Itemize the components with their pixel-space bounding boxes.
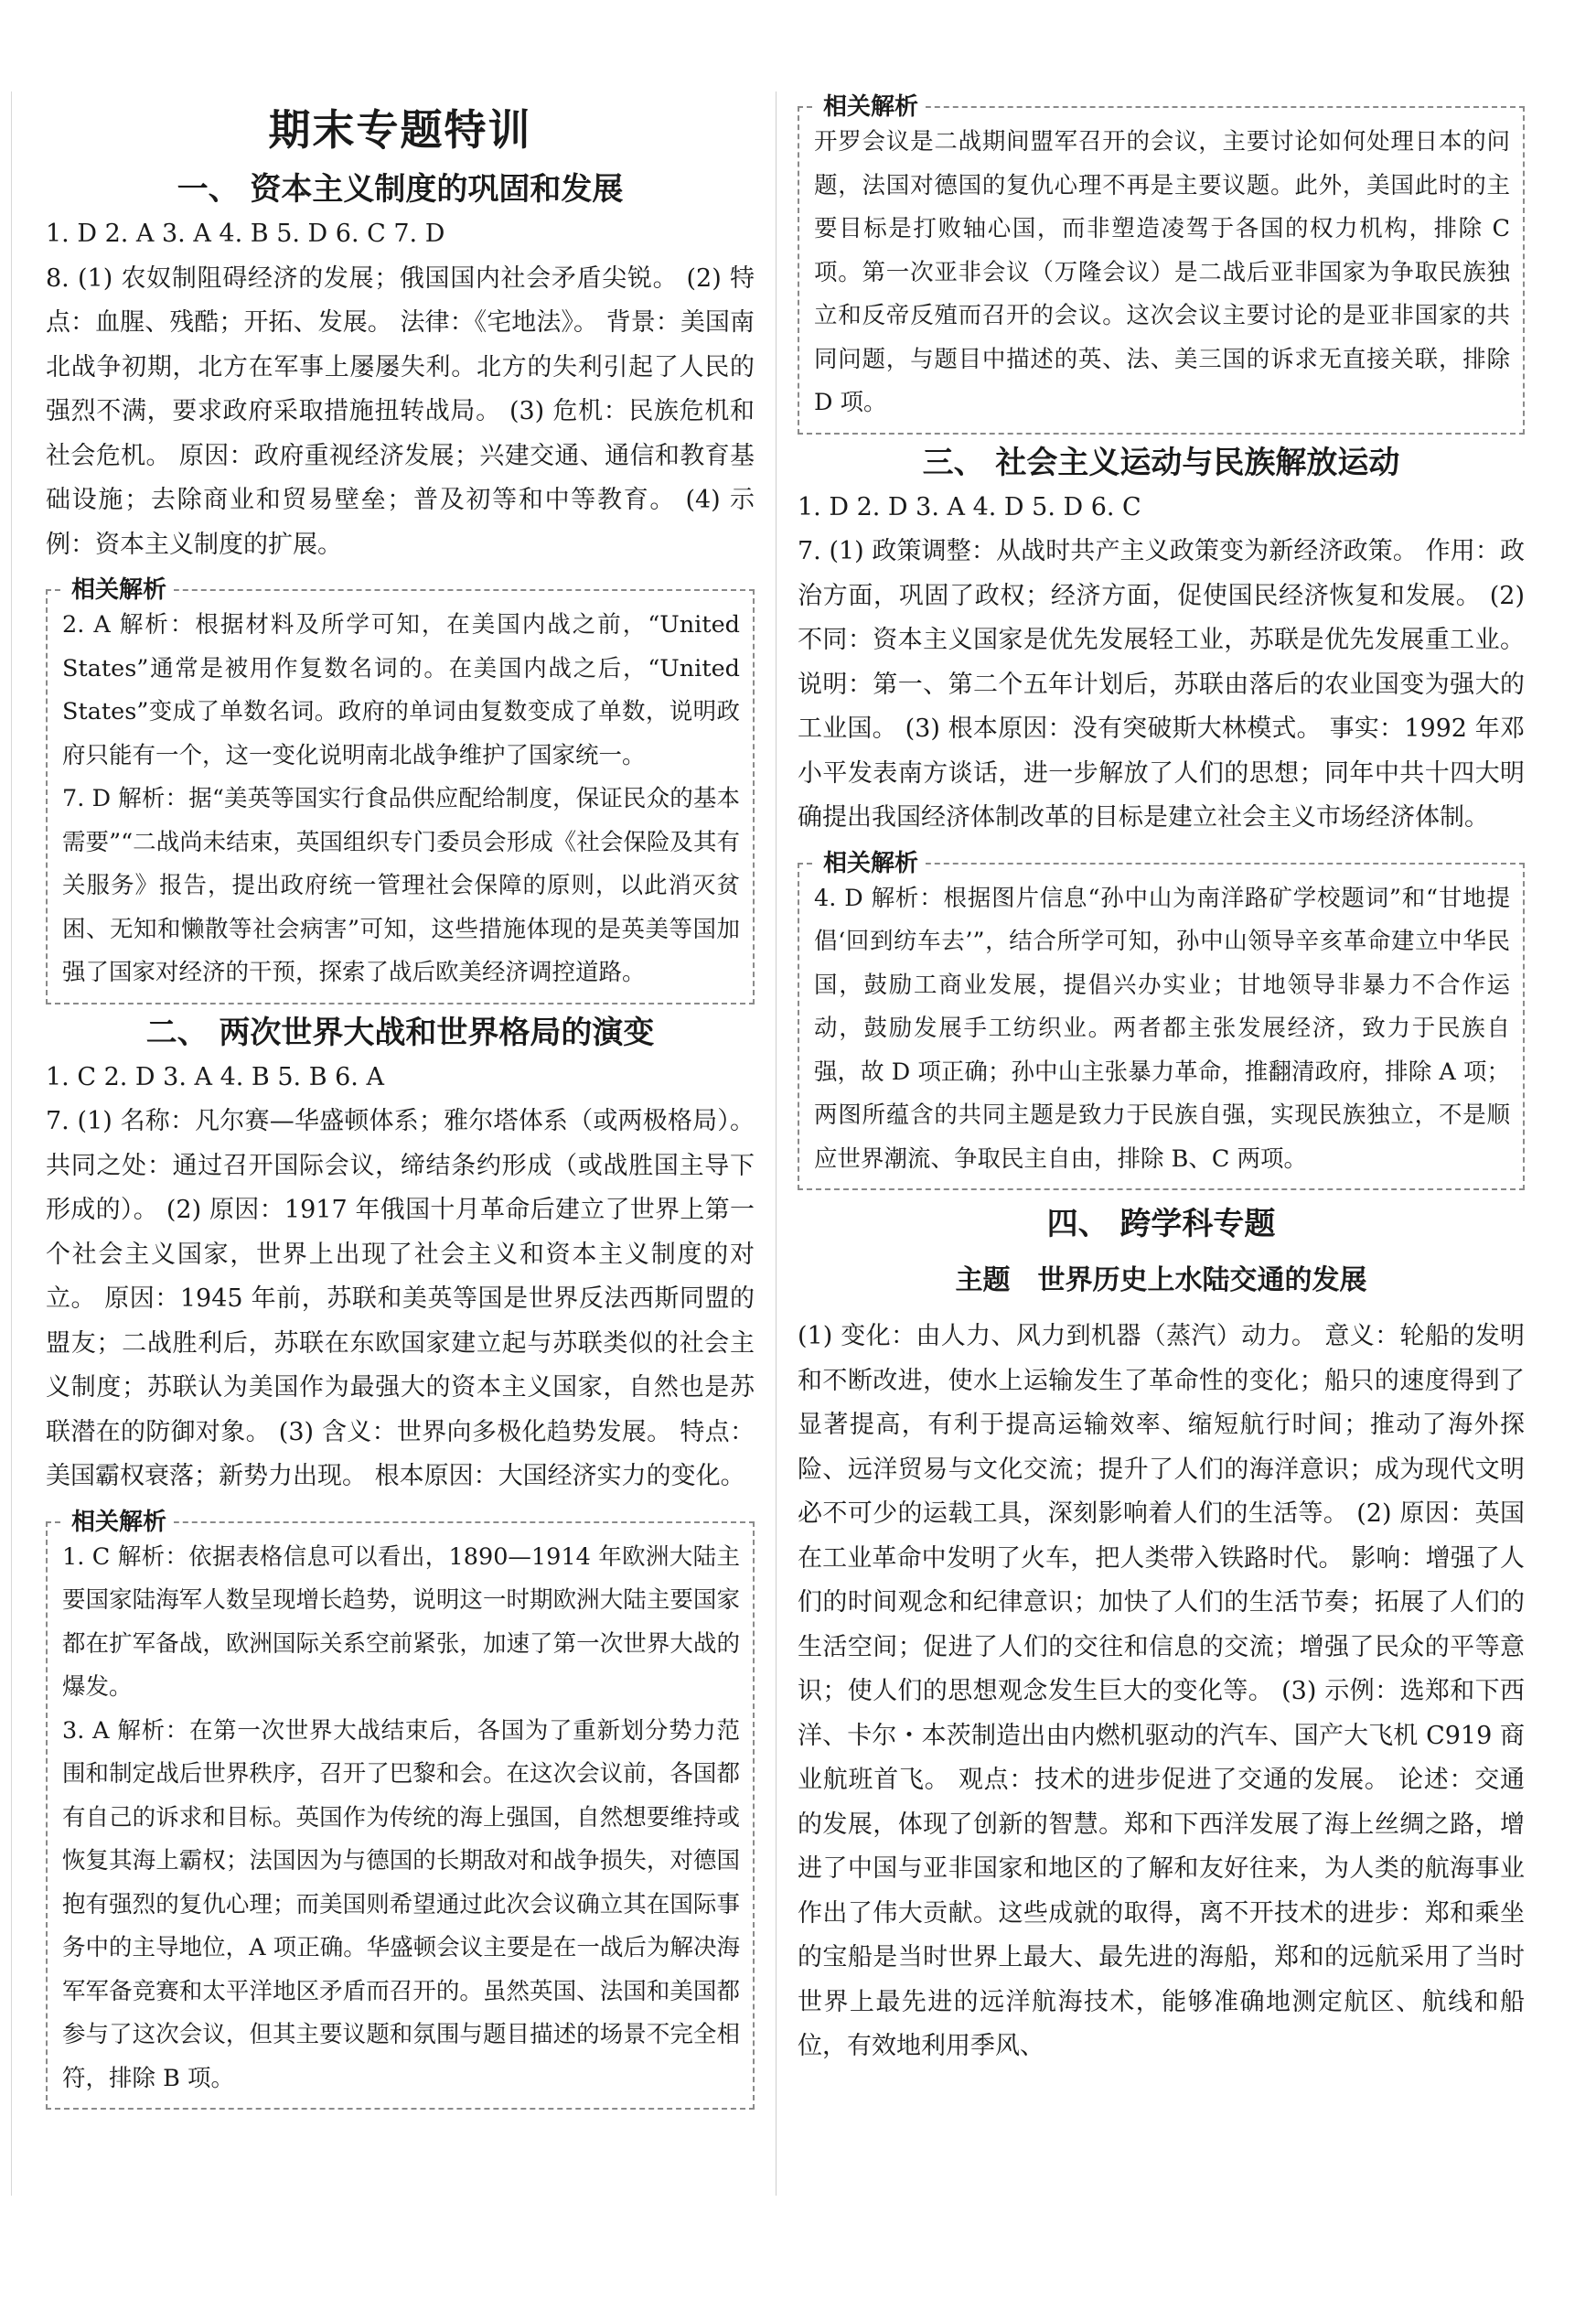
analysis-label: 相关解析 bbox=[64, 1507, 174, 1538]
analysis-item: 开罗会议是二战期间盟军召开的会议，主要讨论如何处理日本的问题，法国对德国的复仇心理不再是主要议题。此外，美国此时的主要目标是打败轴心国，而非塑造凌驾于各国的权力机构，排除 C 项。第一次亚非会议（万隆会议）是二战后亚非国家为争取民族独立和反帝反殖而召开的会议。这次会议主要讨论的是亚非国家的共同问题，与题目中描述的英、法、美三国的诉求无直接关联，排除 D 项。 bbox=[814, 128, 1510, 416]
section-1-q8: 8. (1) 农奴制阻碍经济的发展；俄国国内社会矛盾尖锐。 (2) 特点：血腥、残酷；开拓、发展。 法律：《宅地法》。 背景：美国南北战争初期，北方在军事上屡屡失利。北方的失利引起了人民的强烈不满，要求政府采取措施扭转战局。 (3) 危机：民族危机和社会危机。 原因：政府重视经济发展；兴建交通、通信和教育基础设施；去除商业和贸易壁垒；普及初等和中等教育。 (4) 示例：资本主义制度的扩展。 bbox=[46, 263, 755, 559]
section-4-body: (1) 变化：由人力、风力到机器（蒸汽）动力。 意义：轮船的发明和不断改进，使水上运输发生了革命性的变化；船只的速度得到了显著提高，有利于提高运输效率、缩短航行时间；推动了海外探险、远洋贸易与文化交流；提升了人们的海洋意识；成为现代文明必不可少的运载工具，深刻影响着人们的生活等。 (2) 原因：英国在工业革命中发明了火车，把人类带入铁路时代。 影响：增强了人们的时间观念和纪律意识；加快了人们的生活节奏；拓展了人们的生活空间；促进了人们的交往和信息的交流；增强了民众的平等意识；使人们的思想观念发生巨大的变化等。 (3) 示例：选郑和下西洋、卡尔・本茨制造出由内燃机驱动的汽车、国产大飞机 C919 商业航班首飞。 观点：技术的进步促进了交通的发展。 论述：交通的发展，体现了创新的智慧。郑和下西洋发展了海上丝绸之路，增进了中国与亚非国家和地区的了解和友好往来，为人类的航海事业作出了伟大贡献。这些成就的取得，离不开技术的进步：郑和乘坐的宝船是当时世界上最大、最先进的海船，郑和的远航采用了当时世界上最先进的远洋航海技术，能够准确地测定航区、航线和船位，有效地利用季风、 bbox=[798, 1322, 1525, 2060]
section-3-analysis-box bbox=[798, 849, 1525, 1191]
analysis-label: 相关解析 bbox=[64, 575, 174, 606]
analysis-item: 2. A 解析：根据材料及所学可知，在美国内战之前，“United States”通常是被用作复数名词的。在美国内战之后，“United States”变成了单数名词。政府的单词由复数变成了单数，说明政府只能有一个，这一变化说明南北战争维护了国家统一。 bbox=[62, 611, 740, 769]
section-3-q7: 7. (1) 政策调整：从战时共产主义政策变为新经济政策。 作用：政治方面，巩固了政权；经济方面，促使国民经济恢复和发展。 (2) 不同：资本主义国家是优先发展轻工业，苏联是优先发展重工业。 说明：第一、第二个五年计划后，苏联由落后的农业国变为强大的工业国。 (3) 根本原因：没有突破斯大林模式。 事实：1992 年邓小平发表南方谈话，进一步解放了人们的思想；同年中共十四大明确提出我国经济体制改革的目标是建立社会主义市场经济体制。 bbox=[798, 537, 1525, 832]
left-margin-line bbox=[11, 91, 12, 2196]
right-column bbox=[798, 0, 1525, 2069]
section-2-answers: 1. C 2. D 3. A 4. B 5. B 6. A bbox=[46, 1062, 384, 1091]
section-2-q7: 7. (1) 名称：凡尔赛—华盛顿体系；雅尔塔体系（或两极格局）。 共同之处：通过召开国际会议，缔结条约形成（或战胜国主导下形成的）。 (2) 原因：1917 年俄国十月革命后建立了世界上第一个社会主义国家，世界上出现了社会主义和资本主义制度的对立。 原因：1945 年前，苏联和美英等国是世界反法西斯同盟的盟友；二战胜利后，苏联在东欧国家建立起与苏联类似的社会主义制度；苏联认为美国作为最强大的资本主义国家，自然也是苏联潜在的防御对象。 (3) 含义：世界向多极化趋势发展。 特点：美国霸权衰落；新势力出现。 根本原因：大国经济实力的变化。 bbox=[46, 1107, 755, 1490]
section-3-answers: 1. D 2. D 3. A 4. D 5. D 6. C bbox=[798, 492, 1141, 521]
analysis-item: 7. D 解析：据“美英等国实行食品供应配给制度，保证民众的基本需要”“二战尚未结束，英国组织专门委员会形成《社会保险及其有关服务》报告，提出政府统一管理社会保障的原则，以此消灭贫困、无知和懒散等社会病害”可知，这些措施体现的是英美等国加强了国家对经济的干预，探索了战后欧美经济调控道路。 bbox=[62, 785, 740, 986]
continued-analysis-box bbox=[798, 93, 1525, 435]
analysis-item: 1. C 解析：依据表格信息可以看出，1890—1914 年欧洲大陆主要国家陆海军人数呈现增长趋势，说明这一时期欧洲大陆主要国家都在扩军备战，欧洲国际关系空前紧张，加速了第一次世界大战的爆发。 bbox=[62, 1542, 740, 1701]
page-title: 期末专题特训 bbox=[268, 105, 532, 155]
left-column bbox=[46, 0, 755, 2115]
analysis-item: 3. A 解析：在第一次世界大战结束后，各国为了重新划分势力范围和制定战后世界秩序，召开了巴黎和会。在这次会议前，各国都有自己的诉求和目标。英国作为传统的海上强国，自然想要维持或恢复其海上霸权；法国因为与德国的长期敌对和战争损失，对德国抱有强烈的复仇心理；而美国则希望通过此次会议确立其在国际事务中的主导地位，A 项正确。华盛顿会议主要是在一战后为解决海军军备竞赛和太平洋地区矛盾而召开的。虽然英国、法国和美国都参与了这次会议，但其主要议题和氛围与题目描述的场景不完全相符，排除 B 项。 bbox=[62, 1716, 740, 2092]
section-4-heading: 四、 跨学科专题 bbox=[1046, 1206, 1276, 1242]
analysis-label: 相关解析 bbox=[816, 848, 926, 879]
section-2-heading: 二、 两次世界大战和世界格局的演变 bbox=[145, 1014, 655, 1051]
analysis-label: 相关解析 bbox=[816, 91, 926, 123]
section-1-answers: 1. D 2. A 3. A 4. B 5. D 6. C 7. D bbox=[46, 220, 445, 248]
section-2-analysis-box bbox=[46, 1508, 755, 2111]
analysis-item: 4. D 解析：根据图片信息“孙中山为南洋路矿学校题词”和“甘地提倡‘回到纺车去’”，结合所学可知，孙中山领导辛亥革命建立中华民国，鼓励工商业发展，提倡兴办实业；甘地领导非暴力不合作运动，鼓励发展手工纺织业。两者都主张发展经济，致力于民族自强，故 D 项正确；孙中山主张暴力革命，推翻清政府，排除 A 项；两图所蕴含的共同主题是致力于民族自强，实现民族独立，不是顺应世界潮流、争取民主自由，排除 B、C 两项。 bbox=[814, 884, 1510, 1173]
column-divider bbox=[776, 91, 777, 2196]
section-4-subheading: 主题 世界历史上水陆交通的发展 bbox=[955, 1264, 1367, 1296]
section-1-heading: 一、 资本主义制度的巩固和发展 bbox=[177, 171, 624, 208]
section-1-analysis-box bbox=[46, 576, 755, 1004]
section-3-heading: 三、 社会主义运动与民族解放运动 bbox=[922, 444, 1400, 481]
